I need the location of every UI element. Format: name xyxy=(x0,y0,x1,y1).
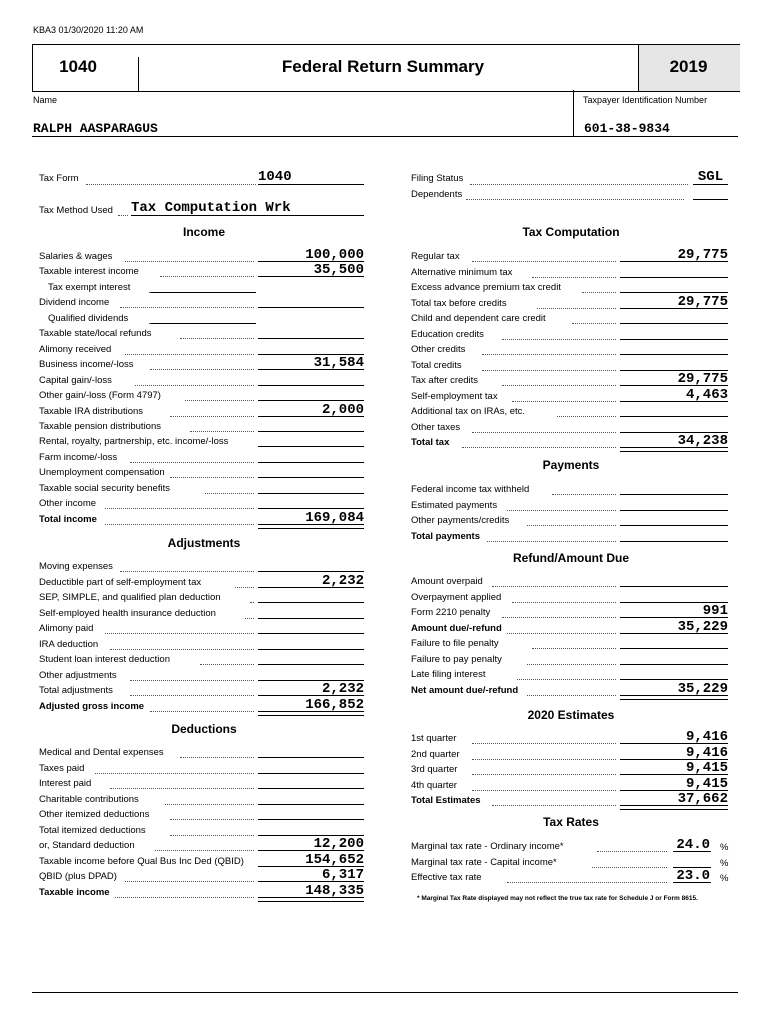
estimates-row-label: Total Estimates xyxy=(411,795,481,806)
adjustments-row-label: Student loan interest deduction xyxy=(39,654,170,665)
income-row-label: Total income xyxy=(39,513,97,525)
income-row-label: Capital gain/-loss xyxy=(39,374,112,386)
adjustments-row-label: Total adjustments xyxy=(39,685,113,696)
estimates-row-label: 4th quarter xyxy=(411,779,457,791)
deductions-row-label: Taxes paid xyxy=(39,762,85,774)
refund-row-value: 35,229 xyxy=(677,680,728,697)
estimates-row-value: 9,416 xyxy=(685,744,728,761)
tax-rates-row-label: Marginal tax rate - Capital income* xyxy=(411,856,557,868)
deductions-row-value: 12,200 xyxy=(313,836,364,852)
page-title: Federal Return Summary xyxy=(281,57,485,76)
income-row-value: 100,000 xyxy=(305,247,364,263)
refund-row-label: Late filing interest xyxy=(411,669,486,680)
income-row-value: 31,584 xyxy=(313,355,364,372)
adjustments-row-label: SEP, SIMPLE, and qualified plan deduction xyxy=(39,592,221,603)
income-row-label: Taxable IRA distributions xyxy=(39,405,144,417)
tax-rates-row-label: Marginal tax rate - Ordinary income* xyxy=(411,841,564,852)
tax-form-label: Tax Form xyxy=(39,173,79,184)
refund-row-value: 991 xyxy=(702,603,728,619)
refund-row-label: Amount due/-refund xyxy=(411,622,502,634)
deductions-row-label: or, Standard deduction xyxy=(39,840,135,851)
income-row-label: Tax exempt interest xyxy=(48,281,131,293)
adjustments-row-label: Other adjustments xyxy=(39,669,117,681)
tax-rates-heading: Tax Rates xyxy=(543,815,599,829)
tax-computation-row-label: Additional tax on IRAs, etc. xyxy=(411,406,526,417)
income-row-value: 35,500 xyxy=(313,262,364,279)
tax-computation-row-label: Regular tax xyxy=(411,251,460,262)
payments-row-label: Estimated payments xyxy=(411,499,498,511)
refund-row-label: Form 2210 penalty xyxy=(411,607,491,618)
tin-label: Taxpayer Identification Number xyxy=(583,95,708,105)
estimates-heading: 2020 Estimates xyxy=(527,708,615,722)
header-box xyxy=(32,44,740,92)
tax-computation-row-label: Alternative minimum tax xyxy=(411,266,513,278)
tax-computation-heading: Tax Computation xyxy=(522,225,620,239)
income-row-label: Business income/-loss xyxy=(39,359,134,371)
tax-rate-value: 24.0 xyxy=(676,837,710,853)
tax-computation-row-label: Total credits xyxy=(411,359,462,371)
tax-computation-row-value: 29,775 xyxy=(677,371,728,387)
income-row-label: Farm income/-loss xyxy=(39,451,118,463)
refund-row-label: Net amount due/-refund xyxy=(411,684,519,696)
adjustments-row-label: Moving expenses xyxy=(39,561,113,572)
estimates-row-label: 3rd quarter xyxy=(411,764,458,775)
estimates-row-label: 1st quarter xyxy=(411,733,457,744)
adjustments-row-value: 166,852 xyxy=(305,696,364,713)
income-row-label: Salaries & wages xyxy=(39,251,113,262)
refund-row-label: Overpayment applied xyxy=(411,591,502,603)
deductions-heading: Deductions xyxy=(171,722,237,736)
refund-heading: Refund/Amount Due xyxy=(513,551,629,565)
income-row-label: Other income xyxy=(39,498,97,510)
income-row-label: Alimony received xyxy=(39,343,112,355)
income-row-label: Dividend income xyxy=(39,297,110,309)
refund-row-value: 35,229 xyxy=(677,618,728,635)
deductions-row-label: QBID (plus DPAD) xyxy=(39,871,117,882)
deductions-row-label: Other itemized deductions xyxy=(39,809,150,820)
deductions-row-value: 6,317 xyxy=(321,867,364,883)
taxpayer-id: 601-38-9834 xyxy=(584,121,670,136)
deductions-row-label: Taxable income xyxy=(39,886,110,898)
adjustments-row-label: Adjusted gross income xyxy=(39,700,145,712)
payments-row-label: Total payments xyxy=(411,530,480,542)
form-number: 1040 xyxy=(59,57,97,76)
adjustments-row-label: Alimony paid xyxy=(39,623,94,634)
income-row-label: Taxable pension distributions xyxy=(39,420,161,432)
tax-computation-row-value: 34,238 xyxy=(677,433,728,449)
tax-computation-row-value: 29,775 xyxy=(677,293,728,310)
payments-row-label: Other payments/credits xyxy=(411,515,510,526)
tax-computation-row-value: 29,775 xyxy=(677,247,728,263)
footnote: * Marginal Tax Rate displayed may not reflect the true tax rate for Schedule J or Form 8615. xyxy=(417,895,698,902)
tax-rate-value: 23.0 xyxy=(676,868,710,884)
refund-row-label: Amount overpaid xyxy=(411,576,483,587)
payments-row-label: Federal income tax withheld xyxy=(411,484,530,495)
tax-rates-row-label: Effective tax rate xyxy=(411,872,482,883)
adjustments-row-value: 2,232 xyxy=(321,572,364,589)
filing-status-label: Filing Status xyxy=(411,173,464,184)
taxpayer-name: RALPH AASPARAGUS xyxy=(33,121,158,136)
income-row-value: 2,000 xyxy=(321,401,364,418)
income-row-label: Taxable state/local refunds xyxy=(39,328,152,340)
income-row-value: 169,084 xyxy=(305,509,364,526)
deductions-row-label: Interest paid xyxy=(39,778,92,789)
deductions-row-value: 154,652 xyxy=(305,851,364,868)
percent-unit: % xyxy=(720,857,729,869)
income-row-label: Taxable social security benefits xyxy=(39,482,170,494)
adjustments-row-label: Deductible part of self-employment tax xyxy=(39,576,202,588)
tax-computation-row-label: Tax after credits xyxy=(411,375,479,386)
deductions-row-label: Charitable contributions xyxy=(39,793,139,805)
income-row-label: Unemployment compensation xyxy=(39,467,165,479)
tax-method-label: Tax Method Used xyxy=(39,205,113,216)
tax-computation-row-value: 4,463 xyxy=(685,386,728,403)
refund-row-label: Failure to file penalty xyxy=(411,638,499,649)
refund-row-label: Failure to pay penalty xyxy=(411,653,502,665)
tax-form-value: 1040 xyxy=(258,169,292,185)
tax-computation-row-label: Child and dependent care credit xyxy=(411,313,546,324)
deductions-row-label: Medical and Dental expenses xyxy=(39,747,164,758)
adjustments-row-value: 2,232 xyxy=(321,681,364,697)
percent-unit: % xyxy=(720,842,729,853)
estimates-row-value: 9,416 xyxy=(685,729,728,745)
tax-computation-row-label: Excess advance premium tax credit xyxy=(411,282,561,293)
income-row-label: Other gain/-loss (Form 4797) xyxy=(39,390,161,402)
tax-year: 2019 xyxy=(669,57,708,76)
tax-method-value: Tax Computation Wrk xyxy=(131,200,291,216)
estimates-row-value: 37,662 xyxy=(677,791,728,807)
name-label: Name xyxy=(33,95,58,105)
estimates-row-label: 2nd quarter xyxy=(411,748,460,760)
income-row-label: Qualified dividends xyxy=(48,312,129,324)
payments-heading: Payments xyxy=(542,458,600,472)
deductions-row-value: 148,335 xyxy=(305,882,364,899)
tax-computation-row-label: Total tax before credits xyxy=(411,297,507,309)
deductions-row-label: Total itemized deductions xyxy=(39,824,146,836)
timestamp-stamp: KBA3 01/30/2020 11:20 AM xyxy=(33,25,144,35)
percent-unit: % xyxy=(720,873,729,884)
adjustments-row-label: IRA deduction xyxy=(39,638,99,650)
estimates-row-value: 9,415 xyxy=(685,760,728,776)
adjustments-row-label: Self-employed health insurance deduction xyxy=(39,607,216,619)
tax-computation-row-label: Other credits xyxy=(411,344,466,355)
filing-status-value: SGL xyxy=(697,169,724,185)
tax-computation-row-label: Education credits xyxy=(411,328,484,340)
dependents-label: Dependents xyxy=(411,189,463,200)
income-row-label: Rental, royalty, partnership, etc. income/-loss xyxy=(39,436,229,448)
estimates-row-value: 9,415 xyxy=(685,775,728,792)
income-row-label: Taxable interest income xyxy=(39,266,139,278)
adjustments-heading: Adjustments xyxy=(167,536,241,550)
income-heading: Income xyxy=(182,225,225,239)
tax-computation-row-label: Self-employment tax xyxy=(411,390,498,402)
tax-computation-row-label: Other taxes xyxy=(411,421,461,433)
deductions-row-label: Taxable income before Qual Bus Inc Ded (QBID) xyxy=(39,855,244,867)
tax-computation-row-label: Total tax xyxy=(411,437,450,448)
